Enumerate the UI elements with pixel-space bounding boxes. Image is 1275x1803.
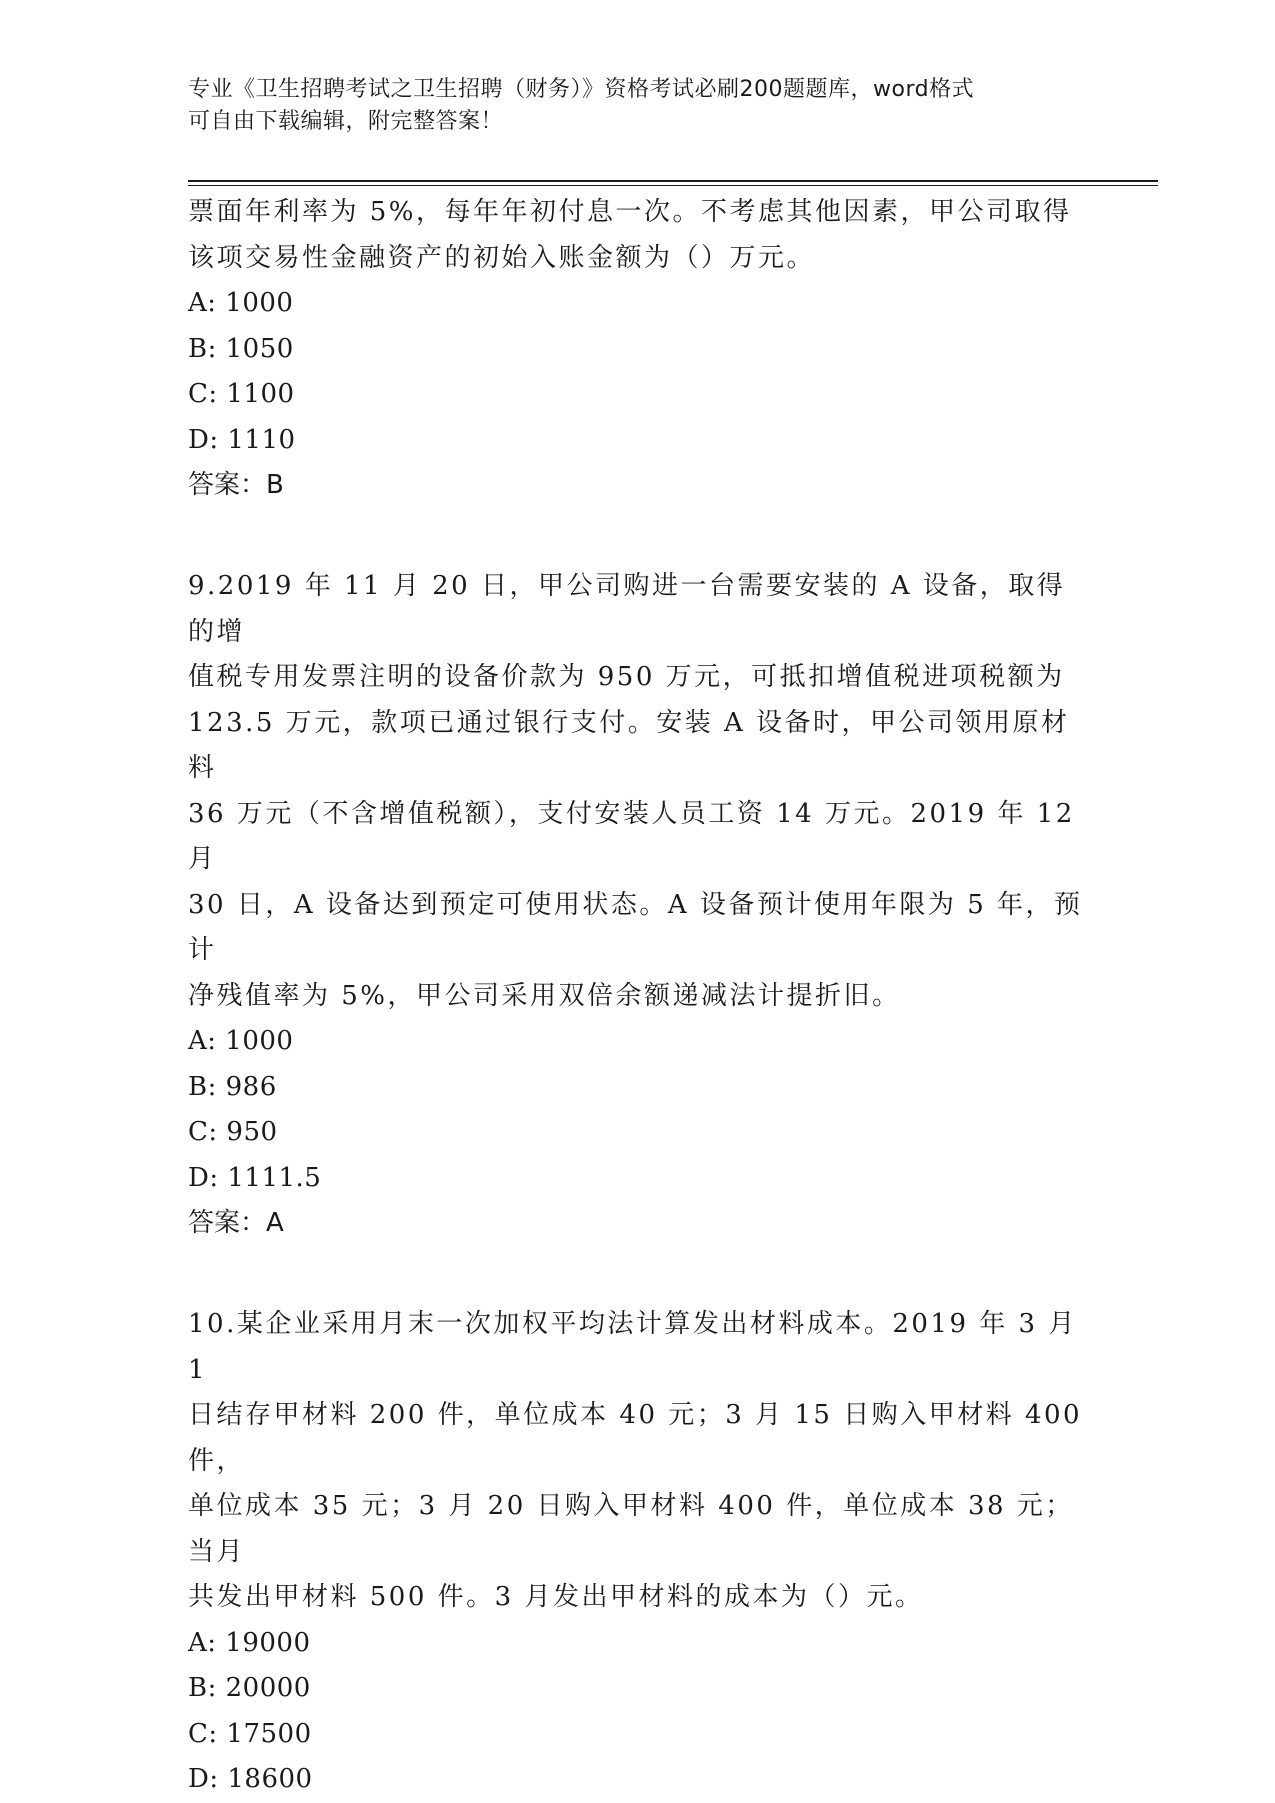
option-d: D: 18600 [188,1764,313,1794]
question-list [188,190,1088,1803]
question-text-line: 10.某企业采用月末一次加权平均法计算发出材料成本。2019 年 3 月 1 [188,1309,1077,1385]
question-block-10 [188,1302,1088,1803]
option-c: C: 17500 [188,1718,312,1749]
question-text-line: 9.2019 年 11 月 20 日，甲公司购进一台需要安装的 A 设备，取得的增 [188,571,1066,647]
question-text-line: 该项交易性金融资产的初始入账金额为（）万元。 [188,242,816,273]
option-d: D: 1111.5 [188,1162,322,1193]
question-text-line: 30 日，A 设备达到预定可使用状态。A 设备预计使用年限为 5 年，预计 [188,889,1083,965]
option-d: D: 1110 [188,424,296,455]
question-text-line: 值税专用发票注明的设备价款为 950 万元，可抵扣增值税进项税额为 [188,662,1065,692]
option-a: A: 1000 [188,1026,294,1056]
option-c: C: 950 [188,1117,278,1147]
header-rule-thick [188,180,1158,182]
question-text-line: 净残值率为 5%，甲公司采用双倍余额递减法计提折旧。 [188,980,901,1011]
question-text-line: 36 万元（不含增值税额），支付安装人员工资 14 万元。2019 年 12 月 [188,798,1075,874]
answer-line: 答案：A [188,1208,284,1238]
question-text-line: 123.5 万元，款项已通过银行支付。安装 A 设备时，甲公司领用原材料 [188,707,1070,783]
option-a: A: 19000 [188,1627,311,1658]
option-b: B: 986 [188,1071,277,1102]
header-line-1: 专业《卫生招聘考试之卫生招聘（财务）》资格考试必刷200题题库，word格式 [188,77,975,102]
question-block-9 [188,564,1088,1246]
question-text-line: 日结存甲材料 200 件，单位成本 40 元；3 月 15 日购入甲材料 400 件， [188,1400,1083,1476]
question-block-8 [188,190,1088,508]
page-header [188,74,1088,138]
question-text-line: 票面年利率为 5%，每年年初付息一次。不考虑其他因素，甲公司取得 [188,197,1072,227]
option-b: B: 20000 [188,1673,311,1703]
option-c: C: 1100 [188,379,295,409]
answer-line: 答案：B [188,470,284,500]
option-b: B: 1050 [188,333,294,364]
question-text-line: 单位成本 35 元；3 月 20 日购入甲材料 400 件，单位成本 38 元；当月 [188,1491,1074,1567]
question-text-line: 共发出甲材料 500 件。3 月发出甲材料的成本为（）元。 [188,1582,924,1612]
header-rule-thin [188,185,1158,186]
option-a: A: 1000 [188,288,294,318]
header-line-2: 可自由下载编辑，附完整答案！ [188,109,504,134]
